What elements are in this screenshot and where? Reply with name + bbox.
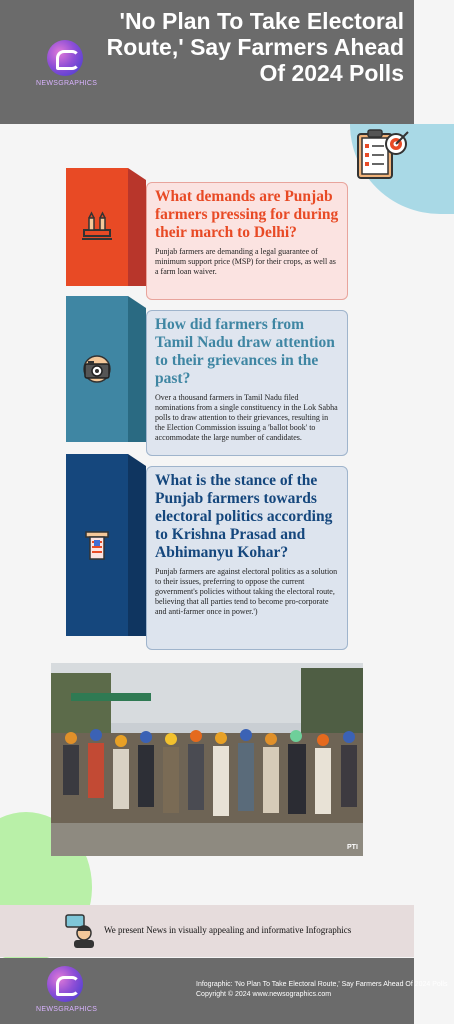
card-question: What demands are Punjab farmers pressing for during their march to Delhi? bbox=[155, 188, 339, 241]
card-question: What is the stance of the Punjab farmers towards electoral politics according to Krishna Prasad and Abhimanyu Kohar? bbox=[155, 472, 333, 561]
farmers-protest-photo bbox=[51, 663, 363, 856]
page-title: 'No Plan To Take Electoral Route,' Say Farmers Ahead Of 2024 Polls bbox=[106, 8, 404, 86]
camera-icon bbox=[80, 352, 114, 386]
footer bbox=[0, 958, 448, 1024]
brand-logo[interactable] bbox=[36, 966, 98, 1013]
copyright-link[interactable]: Copyright © 2024 www.newsographics.com bbox=[196, 991, 332, 998]
logo-text: NEWSGRAPHICS bbox=[36, 80, 98, 87]
logo-icon bbox=[47, 966, 83, 1002]
clipboard-checklist-icon bbox=[356, 128, 410, 180]
card-question: How did farmers from Tamil Nadu draw attention to their grievances in the past? bbox=[155, 316, 335, 387]
credit-line: Infographic: 'No Plan To Take Electoral Route,' Say Farmers Ahead Of 2024 Polls bbox=[196, 981, 448, 988]
card-answer: Punjab farmers are demanding a legal guarantee of minimum support price (MSP) for their crops, as well as a farm loan waiver. bbox=[155, 247, 336, 276]
card-answer: Punjab farmers are against electoral politics as a solution to their issues, preferring to oppose the current government's policies without taking the electoral route, believing that all parties tend to become pro-corporate and anti-farmer once in power.') bbox=[155, 567, 338, 616]
tagline-band bbox=[0, 905, 414, 957]
card-demands bbox=[146, 182, 348, 300]
photo-credit: PTI bbox=[347, 844, 358, 851]
card-tamil-nadu bbox=[146, 310, 348, 456]
news-reporter-icon bbox=[64, 913, 98, 949]
card-tab-tamil-nadu bbox=[66, 296, 128, 442]
tagline-text: We present News in visually appealing and informative Infographics bbox=[104, 925, 352, 935]
protest-crowd-image bbox=[51, 663, 363, 856]
logo-text: NEWSGRAPHICS bbox=[36, 1006, 98, 1013]
farm-building-icon bbox=[80, 210, 114, 244]
card-tab-stance bbox=[66, 454, 128, 636]
podium-icon bbox=[80, 528, 114, 562]
card-answer: Over a thousand farmers in Tamil Nadu filed nominations from a single constituency in the Lok Sabha polls to draw attention to their grievances, resulting in the Election Commission issuing a 'ballot book' to accommodate the large number of candidates. bbox=[155, 393, 338, 442]
header-banner bbox=[0, 0, 414, 124]
brand-logo[interactable] bbox=[36, 40, 98, 87]
card-stance bbox=[146, 466, 348, 650]
card-tab-demands bbox=[66, 168, 128, 286]
logo-icon bbox=[47, 40, 83, 76]
